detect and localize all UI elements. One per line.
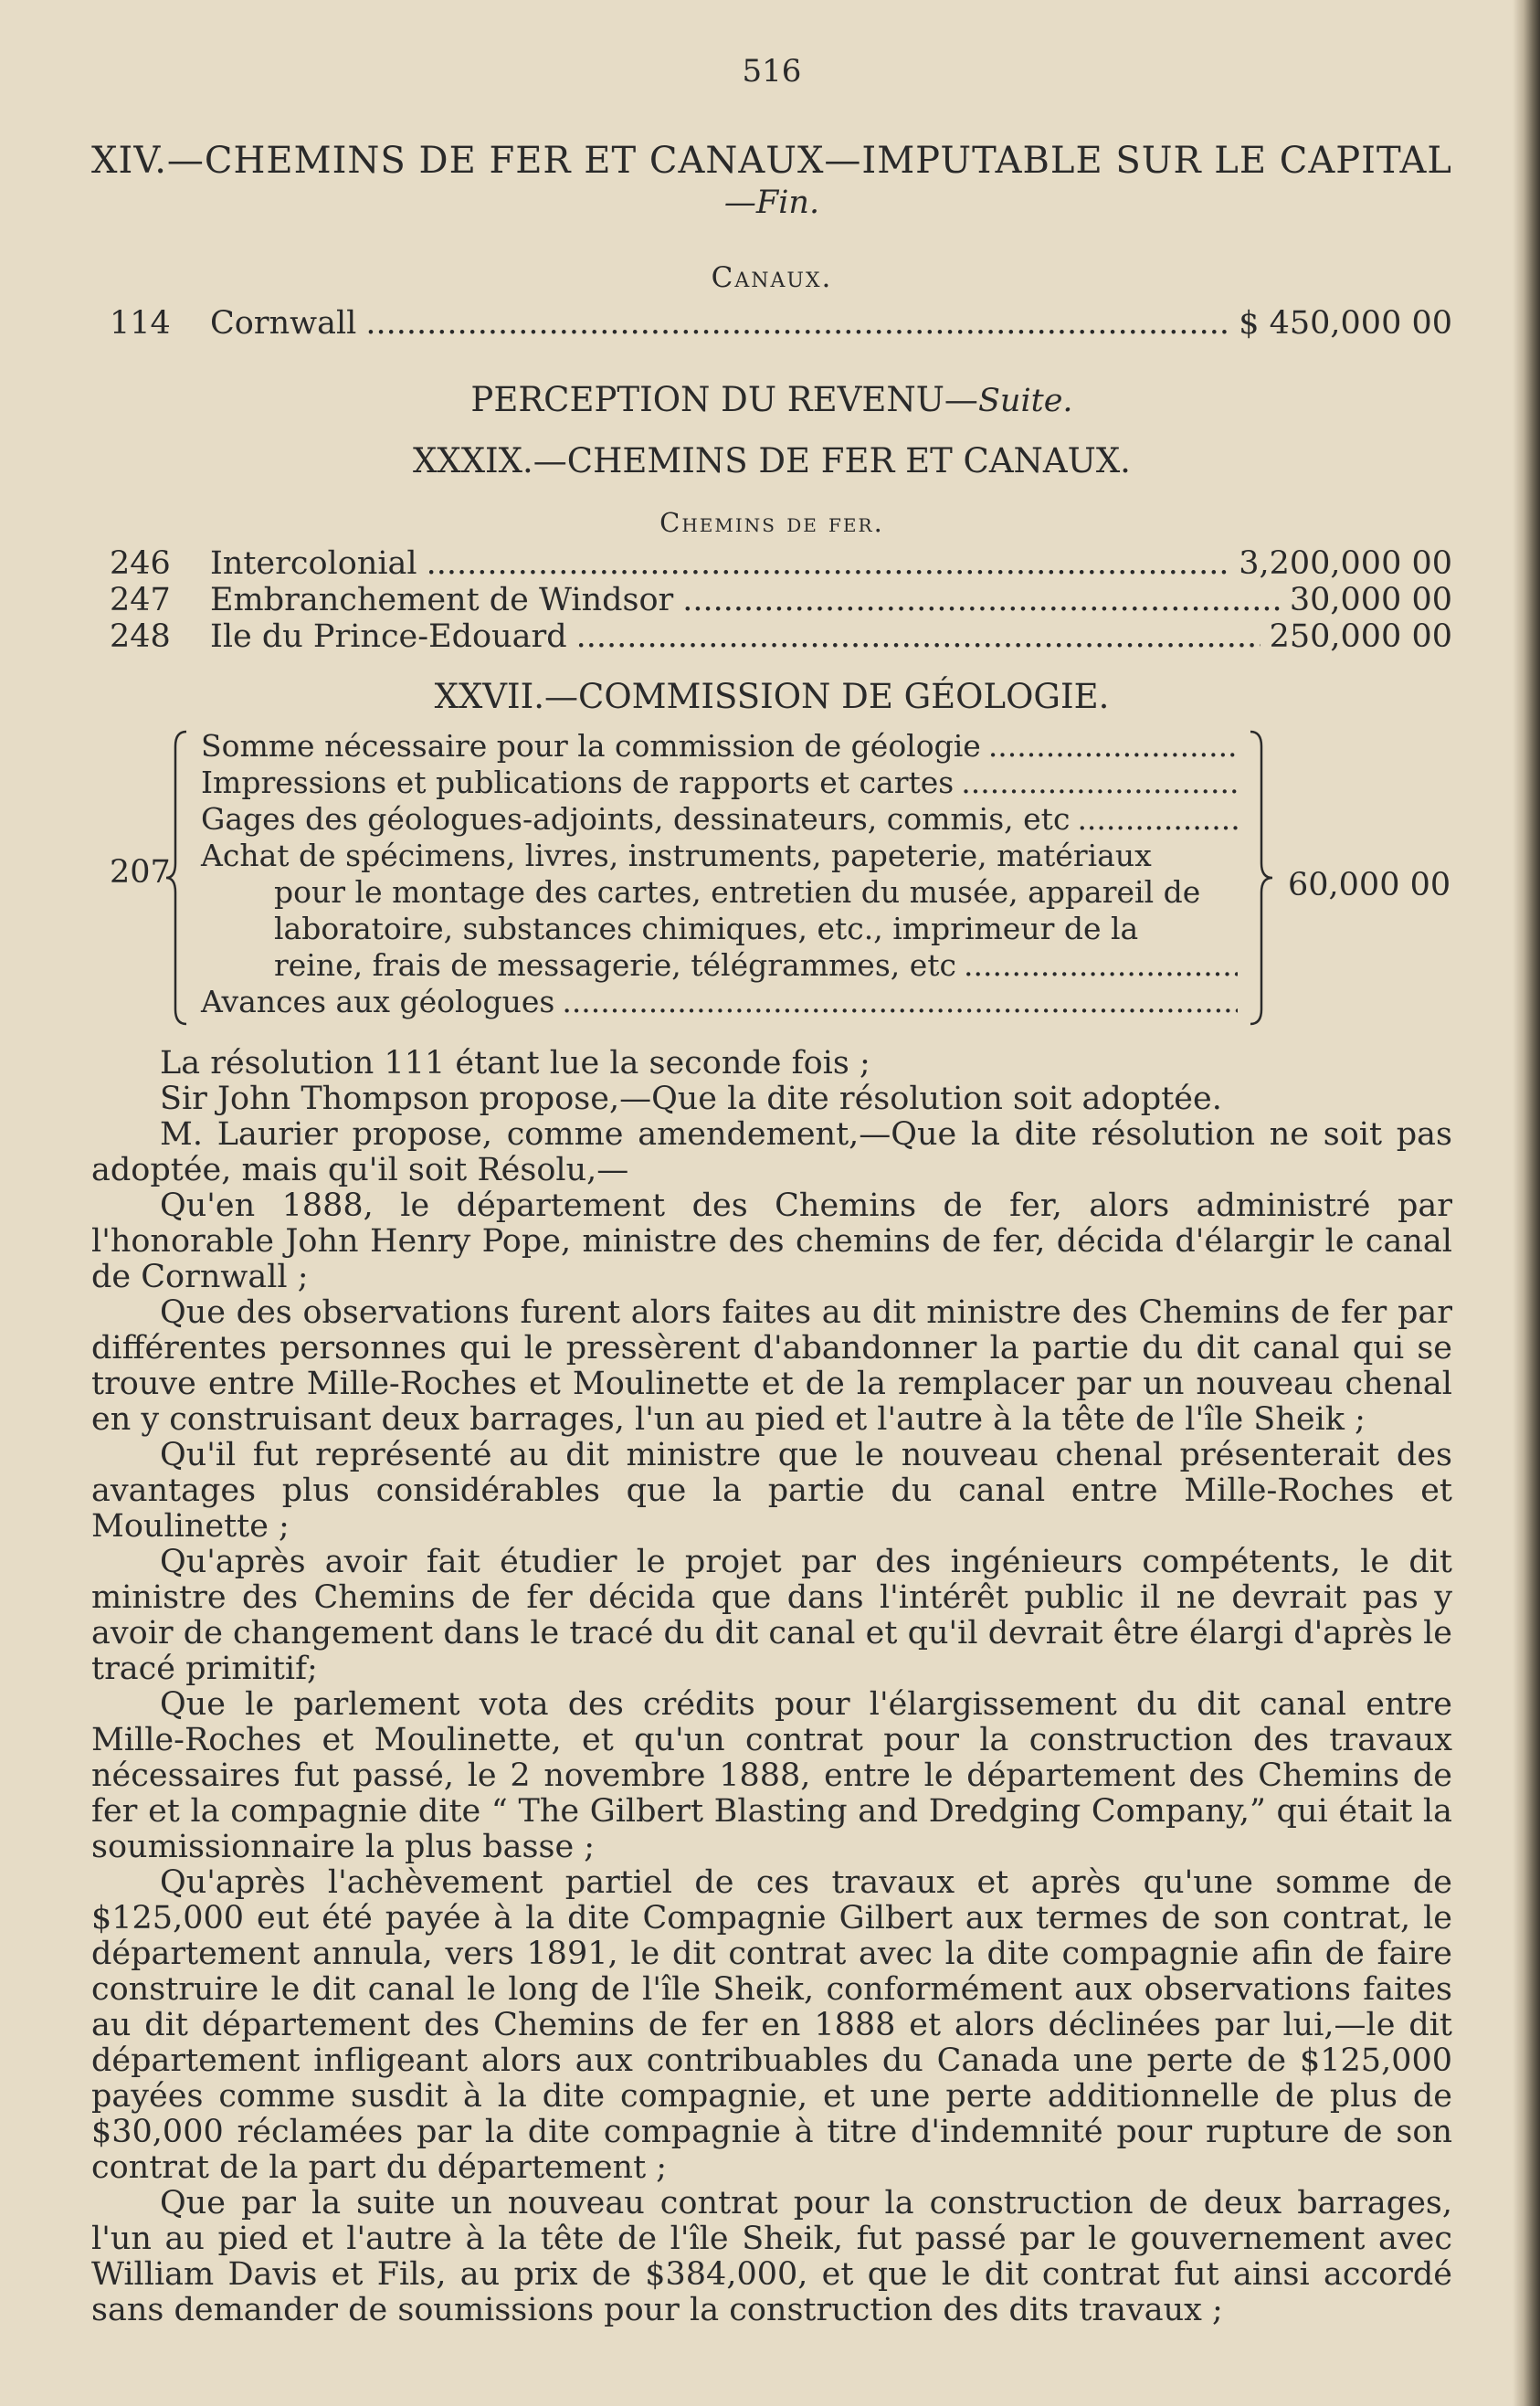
entry-number: 207 [110,854,171,891]
row-number: 114 [110,305,171,342]
page-title [91,140,1452,182]
page-title-text: XIV.—CHEMINS DE FER ET CANAUX—IMPUTABLE SUR LE CAPITAL [91,140,1452,182]
leader-dots [365,305,1229,342]
paragraph: Qu'après avoir fait étudier le projet par des ingénieurs compétents, le dit ministre des Chemins de fer décida que dans l'intérêt public il ne devrait pas y avoir de changement dans le tracé du dit canal et qu'il devrait être élargi d'après le tracé primitif; [91,1544,1452,1687]
paragraph: Qu'après l'achèvement partiel de ces travaux et après qu'une somme de $125,000 eut été payée à la dite Compagnie Gilbert aux termes de son contrat, le département annula, vers 1891, le dit contrat avec la dite compagnie afin de faire construire le dit canal le long de l'île Sheik, conformément aux observations faites au dit département des Chemins de fer en 1888 et alors déclinées par lui,—le dit département infligeant alors aux contribuables du Canada une perte de $125,000 payées comme susdit à la dite compagnie, et une perte additionnelle de plus de $30,000 réclamées par la dite compagnie à titre d'indemnité pour rupture de son contrat de la part du département ; [91,1864,1452,2186]
list-item: Avances aux géologues ..... [201,984,1238,1020]
page-edge-shadow [1513,0,1540,2406]
row-label: Cornwall [210,305,357,342]
row-label: Intercolonial [210,545,417,582]
heading-suffix: Suite. [977,383,1073,419]
leader-dots [427,545,1230,582]
paragraph: Qu'il fut représenté au dit ministre que le nouveau chenal présenterait des avantages plus considérables que la partie du canal entre Mille-Roches et Moulinette ; [91,1437,1452,1545]
row-label: Ile du Prince-Edouard [210,618,567,655]
page-number: 516 [742,53,802,90]
geologie-entry [91,728,1452,1028]
paragraph: La résolution 111 étant lue la seconde fois ; [160,1045,870,1082]
row-number: 248 [110,618,171,655]
list-item: laboratoire, substances chimiques, etc., imprimeur de la [274,911,1139,946]
row-amount: 30,000 00 [1289,582,1452,618]
section-heading-canaux: Canaux. [711,261,833,294]
paragraph: Que le parlement vota des crédits pour l'élargissement du dit canal entre Mille-Roches et Moulinette, et qu'un contrat pour la construction des travaux nécessaires fut passé, le 2 novembre 1888, entre le département des Chemins de fer et la compagnie dite “ The Gilbert Blasting and Dredging Company,” qui était la soumissionnaire la plus basse ; [91,1686,1452,1865]
section-subsubheading: Chemins de fer. [659,507,884,538]
entry-items [201,728,1238,1020]
table-row [91,305,1452,342]
row-label: Embranchement de Windsor [210,582,674,618]
paragraph: Que par la suite un nouveau contrat pour la construction de deux barrages, l'un au pied et l'autre à la tête de l'île Sheik, fut passé par le gouvernement avec William Davis et Fils, au prix de $384,000, et que le dit contrat fut ainsi accordé sans demander de soumissions pour la construction des dits travaux ; [91,2185,1452,2328]
section-subheading: XXXIX.—CHEMINS DE FER ET CANAUX. [413,441,1131,480]
leader-dots [576,618,1260,655]
revenue-table [91,545,1452,655]
table-row [91,545,1452,582]
heading-main: PERCEPTION DU REVENU— [470,380,978,419]
paragraph: M. Laurier propose, comme amendement,—Que la dite résolution ne soit pas adoptée, mais qu'il soit Résolu,— [91,1116,1452,1188]
table-row [91,582,1452,618]
entry-amount: 60,000 00 [1288,867,1451,903]
document-page [91,37,1452,2328]
body-text [91,1046,1452,2328]
list-item: Impressions et publications de rapports et cartes ..... [201,765,1238,801]
list-item: pour le montage des cartes, entretien du musée, appareil de [274,874,1201,910]
right-brace-icon [1247,728,1274,1028]
left-brace-icon [164,728,192,1028]
page-title-suffix: —Fin. [723,185,820,221]
paragraph: Que des observations furent alors faites au dit ministre des Chemins de fer par différentes personnes qui le pressèrent d'abandonner la partie du dit canal qui se trouve entre Mille-Roches et Moulinette et de la remplacer par un nouveau chenal en y construisant deux barrages, l'un au pied et l'autre à la tête de l'île Sheik ; [91,1294,1452,1438]
section-heading-perception [91,382,1452,419]
row-amount: 250,000 00 [1269,618,1452,655]
paragraph: Sir John Thompson propose,—Que la dite résolution soit adoptée. [160,1081,1222,1117]
leader-dots [682,582,1281,618]
section-heading-geologie: XXVII.—COMMISSION DE GÉOLOGIE. [434,677,1110,716]
row-amount: 3,200,000 00 [1239,545,1452,582]
list-item: reine, frais de messagerie, télégrammes, etc ..... [201,947,1238,984]
row-number: 246 [110,545,171,582]
row-amount: $ 450,000 00 [1239,305,1452,342]
list-item: Gages des géologues-adjoints, dessinateurs, commis, etc ..... [201,801,1238,838]
list-item: Somme nécessaire pour la commission de géologie ..... [201,728,1238,765]
table-row [91,618,1452,655]
paragraph: Qu'en 1888, le département des Chemins de fer, alors administré par l'honorable John Henry Pope, ministre des chemins de fer, décida d'élargir le canal de Cornwall ; [91,1187,1452,1295]
row-number: 247 [110,582,171,618]
list-item: Achat de spécimens, livres, instruments, papeterie, matériaux [201,838,1152,873]
